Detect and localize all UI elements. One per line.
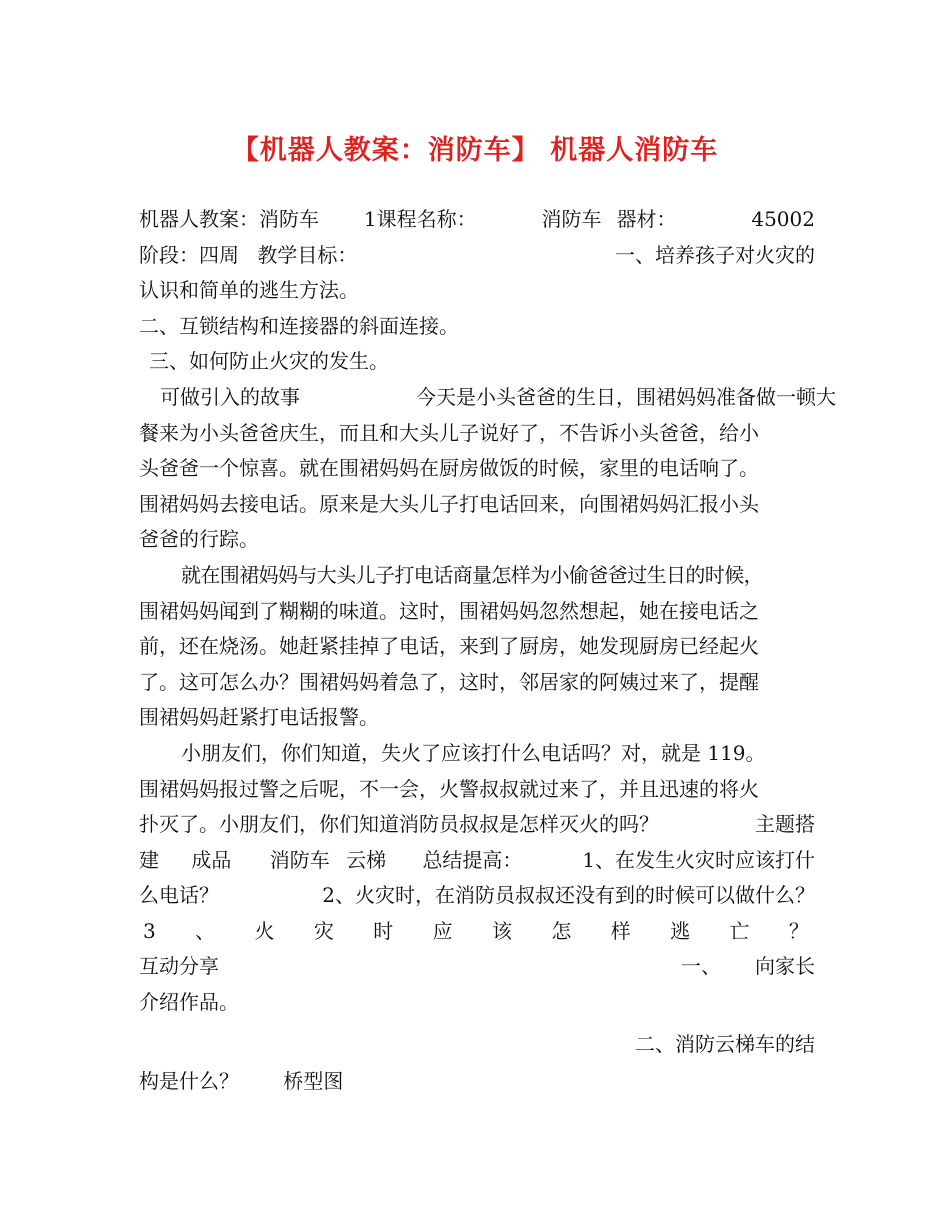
text-segment: 构是什么？	[139, 1069, 239, 1094]
text-line	[139, 202, 815, 238]
text-segment: 亡	[729, 918, 750, 943]
text-segment: 器材：	[616, 207, 677, 231]
text-line	[139, 700, 815, 736]
text-line	[139, 736, 857, 772]
text-segment: 今天是小头爸爸的生日，围裙妈妈准备做一顿大	[416, 384, 836, 409]
text-segment: 怎	[551, 918, 572, 943]
text-segment: 三、如何防止火灾的发生。	[149, 349, 389, 374]
text-segment: 应	[432, 918, 453, 943]
text-line	[139, 843, 815, 879]
text-segment: 样	[610, 918, 631, 943]
text-segment: 一、	[681, 954, 721, 979]
text-segment: 餐来为小头爸爸庆生，而且和大头儿子说好了，不告诉小头爸爸，给小	[139, 420, 759, 445]
text-line	[139, 1027, 815, 1063]
text-segment: 逃	[670, 918, 691, 943]
text-line	[139, 1064, 815, 1100]
text-segment: 火	[254, 918, 275, 943]
text-segment: 云梯	[346, 847, 387, 872]
text-segment: 扑灭了。小朋友们，你们知道消防员叔叔是怎样灭火的吗？	[139, 812, 659, 837]
text-line	[139, 273, 815, 309]
text-segment: 时	[373, 918, 394, 943]
text-line	[139, 380, 836, 416]
text-line	[139, 522, 815, 558]
text-segment: 建	[139, 847, 159, 872]
text-segment: 1、在发生火灾时应该打什	[582, 847, 815, 872]
document-body	[139, 202, 836, 1100]
text-line	[139, 949, 815, 985]
text-segment: 成品	[191, 847, 232, 872]
text-segment: 认识和简单的逃生方法。	[139, 278, 359, 303]
text-segment: ？	[788, 918, 809, 943]
text-segment: 爸爸的行踪。	[139, 527, 259, 552]
text-line	[139, 914, 815, 950]
text-segment: 了。这可怎么办？围裙妈妈着急了，这时，邻居家的阿姨过来了，提醒	[139, 669, 759, 694]
text-segment: 可做引入的故事	[160, 384, 300, 409]
text-segment: 机器人教案：消防车	[139, 207, 319, 231]
text-segment: 头爸爸一个惊喜。就在围裙妈妈在厨房做饭的时候，家里的电话响了。	[139, 456, 759, 481]
text-segment: 消防车	[269, 847, 330, 872]
text-segment: 一、培养孩子对火灾的	[615, 242, 815, 267]
text-line	[139, 629, 815, 665]
text-segment: 灾	[313, 918, 334, 943]
text-segment: 二、消防云梯车的结	[635, 1031, 815, 1056]
text-segment: 消防车	[541, 207, 602, 231]
text-segment: 就在围裙妈妈与大头儿子打电话商量怎样为小偷爸爸过生日的时候，	[181, 562, 763, 587]
text-segment: 教学目标：	[257, 242, 358, 267]
text-segment: 阶段：四周	[139, 242, 239, 267]
text-segment: 小朋友们，你们知道，失火了应该打什么电话吗？对，就是 119。	[181, 740, 766, 765]
text-segment: 围裙妈妈去接电话。原来是大头儿子打电话回来，向围裙妈妈汇报小头	[139, 491, 759, 516]
text-segment: 互动分享	[139, 954, 219, 979]
text-segment: 、	[195, 918, 216, 943]
text-segment: 围裙妈妈赶紧打电话报警。	[139, 705, 379, 730]
text-segment: 该	[491, 918, 512, 943]
document-title: 【机器人教案：消防车】 机器人消防车	[231, 135, 719, 166]
text-line	[139, 309, 815, 345]
text-segment: 二、互锁结构和连接器的斜面连接。	[139, 313, 459, 338]
text-line	[139, 878, 815, 914]
text-line	[139, 807, 815, 843]
text-segment: 总结提高：	[422, 847, 523, 872]
text-segment: 介绍作品。	[139, 990, 239, 1015]
text-segment: 前，还在烧汤。她赶紧挂掉了电话，来到了厨房，她发现厨房已经起火	[139, 634, 759, 659]
text-line	[139, 451, 815, 487]
text-line	[139, 416, 815, 452]
text-line	[139, 985, 815, 1021]
text-line	[139, 487, 815, 523]
text-segment: 2、火灾时，在消防员叔叔还没有到的时候可以做什么？	[322, 883, 815, 908]
text-segment: 桥型图	[283, 1069, 344, 1094]
text-segment: 围裙妈妈报过警之后呢，不一会，火警叔叔就过来了，并且迅速的将火	[139, 776, 759, 801]
text-segment: 围裙妈妈闻到了糊糊的味道。这时，围裙妈妈忽然想起，她在接电话之	[139, 598, 759, 623]
text-segment: 45002	[751, 207, 815, 231]
text-segment: 向家长	[755, 954, 815, 979]
text-segment: 么电话？	[139, 883, 219, 908]
text-line	[139, 665, 815, 701]
text-line	[139, 344, 825, 380]
text-segment: 3	[143, 918, 156, 943]
text-line	[139, 558, 857, 594]
text-line	[139, 238, 815, 274]
text-segment: 主题搭	[755, 812, 815, 837]
text-segment: 1课程名称：	[363, 207, 477, 231]
text-line	[139, 772, 815, 808]
text-line	[139, 594, 815, 630]
